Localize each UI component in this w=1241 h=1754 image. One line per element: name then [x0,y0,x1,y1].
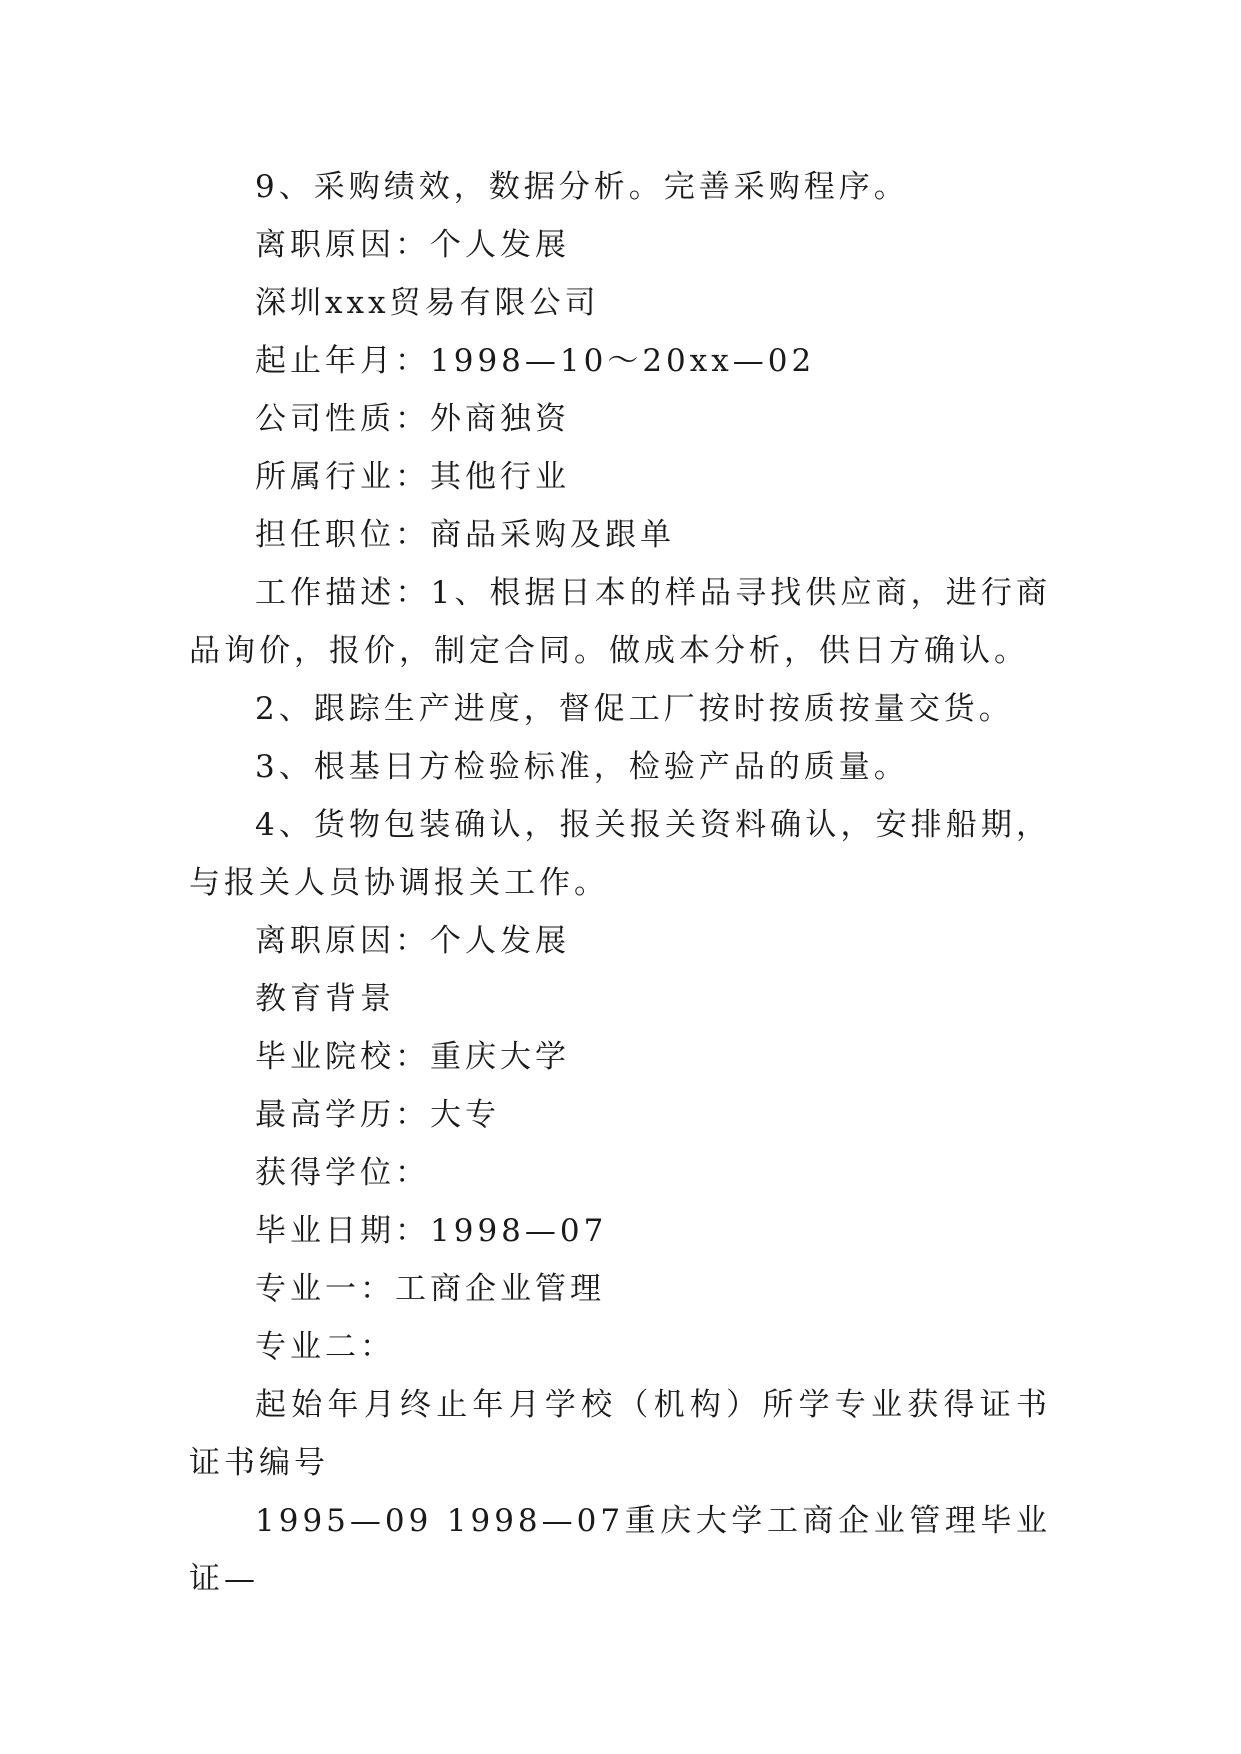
paragraph-leave-reason-2: 离职原因：个人发展 [255,923,570,959]
paragraph-education-table-header: 起始年月终止年月学校（机构）所学专业获得证书证书编号 [189,1387,1051,1481]
section-heading-education: 教育背景 [255,981,395,1017]
paragraph-degree: 获得学位： [255,1155,430,1191]
paragraph-graduate-school: 毕业院校：重庆大学 [255,1039,570,1075]
paragraph-highest-education: 最高学历：大专 [255,1097,500,1133]
paragraph-major-1: 专业一：工商企业管理 [255,1271,605,1307]
paragraph-duty-3: 3、根基日方检验标准，检验产品的质量。 [255,749,909,785]
paragraph-education-record: 1995—09 1998—07重庆大学工商企业管理毕业证— [189,1503,1051,1597]
paragraph-company-type: 公司性质：外商独资 [255,401,570,437]
paragraph-job-description: 工作描述：1、根据日本的样品寻找供应商，进行商品询价，报价，制定合同。做成本分析，供日方确认。 [189,575,1051,669]
paragraph-employment-period: 起止年月：1998—10～20xx—02 [255,343,816,379]
paragraph-duty-4: 4、货物包装确认，报关报关资料确认，安排船期，与报关人员协调报关工作。 [189,807,1051,901]
paragraph-position: 担任职位：商品采购及跟单 [255,517,675,553]
paragraph-industry: 所属行业：其他行业 [255,459,570,495]
paragraph-duty-2: 2、跟踪生产进度，督促工厂按时按质按量交货。 [255,691,1014,727]
paragraph-procurement-performance: 9、采购绩效，数据分析。完善采购程序。 [255,169,909,205]
document-body [189,158,1051,1608]
paragraph-company-name: 深圳xxx贸易有限公司 [255,285,600,321]
paragraph-leave-reason: 离职原因：个人发展 [255,227,570,263]
paragraph-major-2: 专业二： [255,1329,395,1365]
paragraph-graduation-date: 毕业日期：1998—07 [255,1213,608,1249]
